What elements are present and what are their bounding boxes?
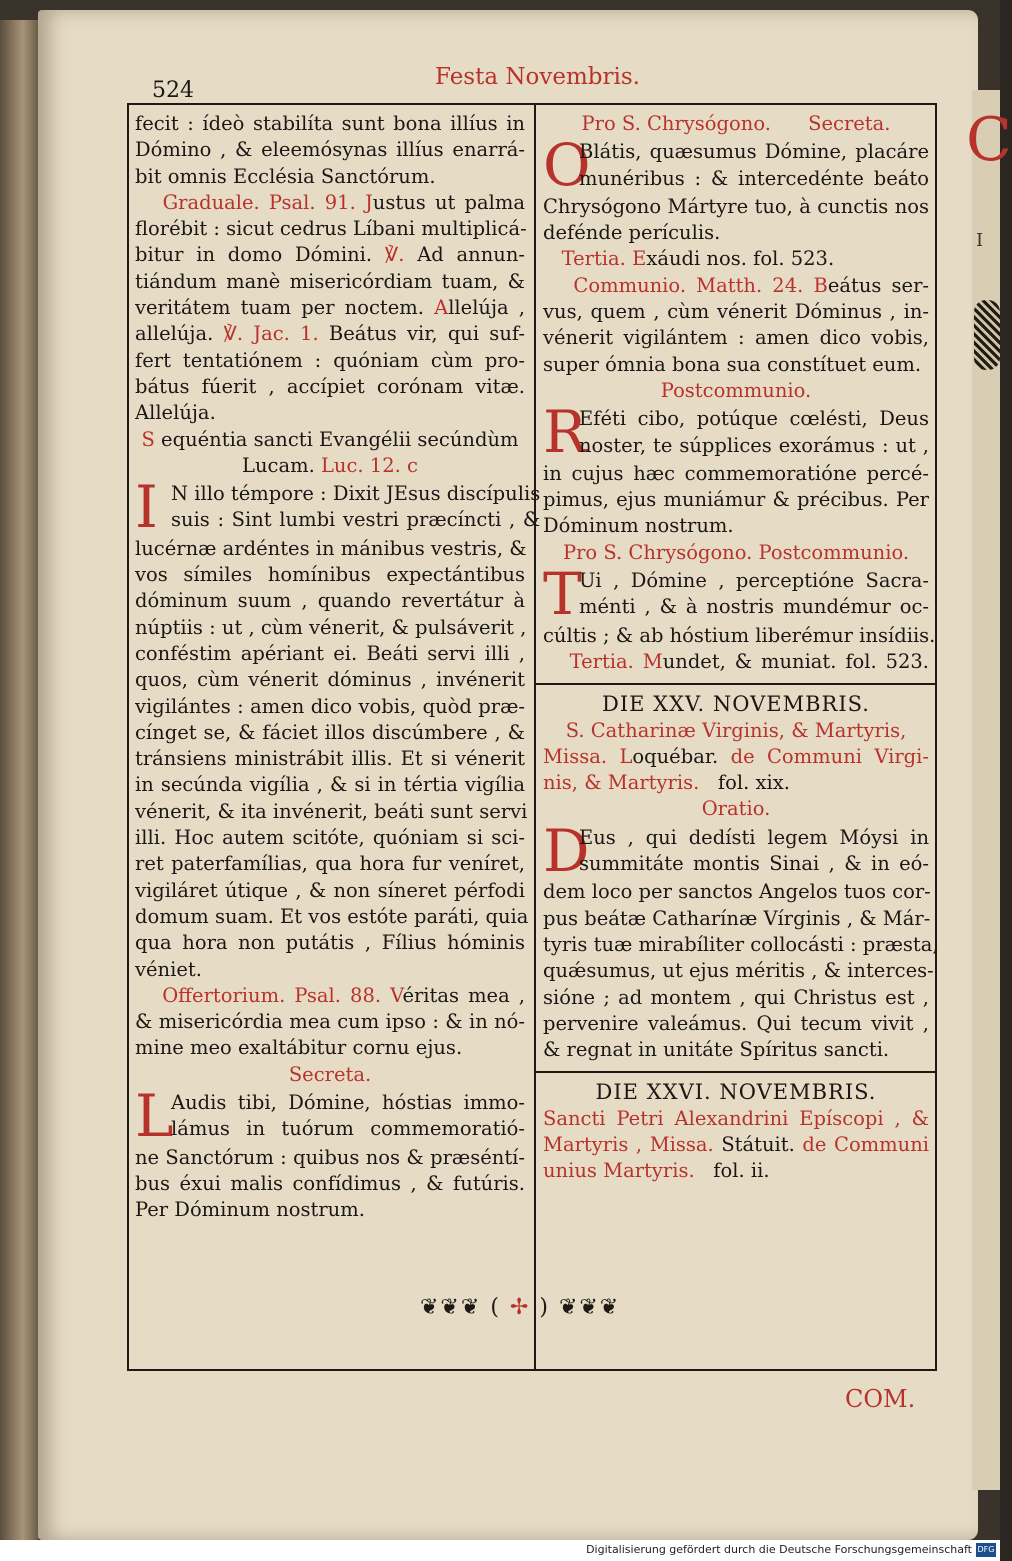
text-line: ret paterfamílias, qua hora fur veníret,: [135, 852, 525, 876]
secreta-heading: Pro S. Chrysógono. Secreta.: [581, 112, 891, 135]
next-page-fragment: I: [976, 230, 984, 251]
catchword: COM.: [845, 1385, 916, 1413]
text-line: lámus in tuórum commemoratió-: [171, 1117, 525, 1141]
offertory-label: Offertorium. Psal. 88.: [162, 983, 382, 1007]
gradual-label: Graduale. Psal. 91.: [162, 190, 356, 214]
feast-line: nis, & Martyris. fol. xix.: [543, 771, 790, 795]
tailpiece-ornament: ❦❦❦ ( ✢ ) ❦❦❦: [420, 1295, 621, 1320]
text-line: ménti , & à nostris mundémur oc-: [579, 595, 929, 619]
text-line: suis : Sint lumbi vestri præcíncti , &: [171, 508, 541, 532]
oratio-heading: Oratio.: [701, 797, 771, 821]
text-line: domum suam. Et vos estóte paráti, quia: [135, 904, 529, 928]
rubric-initial: A: [434, 296, 449, 320]
text-line: in secúnda vigília , & si in tértia vigília: [135, 773, 525, 797]
cross-icon: ✢: [509, 1295, 531, 1320]
text-line: dem loco per sanctos Angelos tuos cor-: [543, 880, 931, 904]
rubric-initial: B: [813, 273, 828, 297]
text-line: vigiláret útique , & non síneret pérfodi: [135, 878, 525, 902]
rubric-initial: E: [632, 247, 647, 271]
text-line: conféstim apériant ei. Beáti servi illi ,: [135, 641, 525, 665]
text-line: tránsiens ministrábit illis. Et si vénerit: [135, 747, 525, 771]
postcommunio-heading-2: Pro S. Chrysógono. Postcommunio.: [562, 540, 910, 564]
drop-cap: O: [543, 131, 591, 200]
text-line: véniet.: [135, 957, 202, 981]
text-line: Eféti cibo, potúque cœlésti, Deus: [579, 407, 929, 431]
secreta-paragraph: [135, 1081, 525, 1150]
rubric-initial: L: [619, 744, 633, 768]
oblatis-paragraph: [543, 131, 929, 200]
text-line: Dómino , & eleemósynas illíus enarrá-: [135, 138, 525, 162]
text-line: fert tentatiónem : quóniam cùm pro-: [135, 348, 525, 372]
column-divider: [534, 105, 536, 1369]
text-line: & misericórdia mea cum ipso : & in nó-: [135, 1010, 525, 1034]
feast-line: Missa. Loquébar. de Communi Virgi-: [543, 744, 929, 768]
text-line: Blátis, quæsumus Dómine, placáre: [579, 140, 929, 164]
day-heading-25: DIE XXV. NOVEMBRIS.: [602, 692, 870, 717]
feast-line: unius Martyris. fol. ii.: [543, 1159, 770, 1183]
rubric-initial: V: [390, 983, 403, 1007]
text-line: florébit : sicut cedrus Líbani multiplicá-: [135, 217, 527, 241]
text-line: ne Sanctórum : quibus nos & præséntí-: [135, 1145, 525, 1169]
text-line: vénerit, & ita invénerit, beáti sunt servi: [135, 799, 528, 823]
text-line: Eus , qui dedísti legem Móysi in: [579, 825, 929, 849]
text-line: summitáte montis Sinai , & in eó-: [579, 852, 929, 876]
text-line: N illo témpore : Dixit JEsus discípulis: [171, 482, 541, 506]
text-frame: [127, 103, 937, 1371]
text-line: vénerit vigilántem : amen dico vobis,: [543, 326, 929, 350]
text-line: veritátem tuam per noctem. Allelúja ,: [135, 296, 525, 320]
text-line: vigilántes : amen dico vobis, quòd præ-: [135, 694, 525, 718]
day-heading-26: DIE XXVI. NOVEMBRIS.: [595, 1080, 877, 1105]
tertia-line-2: Tertia. Mundet, & muniat. fol. 523.: [569, 649, 929, 673]
text-line: in cujus hæc commemoratióne percé-: [543, 461, 929, 485]
drop-cap: L: [135, 1081, 174, 1150]
text-line: pervenire valeámus. Qui tecum vivit ,: [543, 1011, 929, 1035]
footer-credit: Digitalisierung gefördert durch die Deutsche Forschungsgemeinschaft: [586, 1543, 972, 1556]
text-line: bitur in domo Dómini. ℣. Ad annun-: [135, 243, 526, 267]
text-line: super ómnia bona sua constítuet eum.: [543, 352, 922, 376]
text-line: cúltis ; & ab hóstium liberémur insídiis.: [543, 623, 936, 647]
fleuron-icon: ❦❦❦: [558, 1295, 621, 1320]
next-page-woodcut: [974, 300, 1000, 370]
next-page-edge: [966, 90, 1012, 1490]
rubric-initial: M: [642, 649, 663, 673]
secreta-heading: Secreta.: [288, 1062, 372, 1086]
feast-title: Sancti Petri Alexandrini Epíscopi , &: [543, 1106, 929, 1130]
text-line: noster, te súpplices exorámus : ut ,: [579, 433, 929, 457]
text-line: bátus fúerit , accípiet corónam vitæ.: [135, 374, 525, 398]
text-line: fecit : ídeò stabilíta sunt bona illíus in: [135, 112, 525, 135]
dfg-logo-icon: DFG: [976, 1543, 996, 1557]
refecti-paragraph: [543, 398, 929, 467]
offertory-line: Offertorium. Psal. 88. Véritas mea ,: [162, 983, 525, 1007]
text-line: Dóminum nostrum.: [543, 514, 734, 538]
sequence-heading-2: Lucam. Luc. 12. c: [242, 453, 418, 477]
deus-paragraph: [543, 816, 929, 885]
tui-paragraph: [543, 560, 929, 629]
drop-cap: T: [543, 560, 582, 629]
section-rule: [535, 1071, 937, 1073]
text-line: dóminum suum , quando revertátur à: [135, 589, 525, 613]
text-line: Allelúja.: [135, 401, 216, 425]
left-column: [135, 111, 541, 1223]
rubric-initial: S: [141, 427, 155, 451]
communio-label: Communio. Matth. 24.: [573, 273, 804, 297]
previous-page-edge: [0, 20, 38, 1540]
page-number: 524: [152, 78, 194, 103]
sequence-heading: S equéntia sancti Evangélii secúndùm: [141, 427, 519, 451]
text-line: & regnat in unitáte Spíritus sancti.: [543, 1038, 890, 1062]
next-page-red-initial: C: [966, 105, 1012, 175]
running-head: Festa Novembris.: [435, 64, 640, 90]
text-line: Chrysógono Mártyre tuo, à cunctis nos: [543, 194, 929, 218]
right-column: [543, 111, 939, 1185]
text-line: tiándum manè misericórdiam tuam, &: [135, 269, 525, 293]
section-rule: [535, 683, 937, 685]
gospel-reference: Luc. 12. c: [320, 453, 418, 477]
text-line: bus éxui malis confídimus , & futúris.: [135, 1171, 525, 1195]
versicle-sign: ℣.: [384, 243, 405, 267]
text-line: illi. Hoc autem scitóte, quóniam si sci-: [135, 826, 525, 850]
rubric-initial: J: [364, 190, 373, 214]
text-line: munéribus : & intercedénte beáto: [579, 166, 929, 190]
gradual-line: Graduale. Psal. 91. Justus ut palma: [162, 190, 525, 214]
text-line: vus, quem , cùm vénerit Dóminus , in-: [543, 300, 929, 324]
tertia-line: Tertia. Exáudi nos. fol. 523.: [561, 247, 835, 271]
footer-bar: [0, 1540, 1000, 1561]
text-line: Audis tibi, Dómine, hóstias immo-: [171, 1090, 525, 1114]
fleuron-icon: ❦❦❦: [420, 1295, 482, 1320]
gospel-paragraph: [135, 473, 541, 542]
text-line: allelúja. ℣. Jac. 1. Beátus vir, qui suf-: [135, 322, 525, 346]
communio-line: Communio. Matth. 24. Beátus ser-: [573, 273, 929, 297]
text-line: pus beátæ Catharínæ Vírginis , & Már-: [543, 906, 931, 930]
text-line: quos, cùm vénerit dóminus , invénerit: [135, 668, 525, 692]
text-line: Ui , Dómine , perceptióne Sacra-: [579, 569, 929, 593]
text-line: mine meo exaltábitur cornu ejus.: [135, 1036, 463, 1060]
text-line: defénde perículis.: [543, 221, 721, 245]
text-line: pimus, ejus muniámur & précibus. Per: [543, 488, 929, 512]
text-line: núptiis : ut , cùm vénerit, & pulsáverit ,: [135, 615, 527, 639]
feast-title: S. Catharinæ Virginis, & Martyris,: [565, 718, 907, 742]
drop-cap: I: [135, 473, 158, 542]
text-line: cínget se, & fáciet illos discúmbere , &: [135, 720, 525, 744]
text-line: vos símiles homínibus expectántibus: [135, 563, 525, 587]
versicle-sign: ℣. Jac. 1.: [223, 322, 319, 346]
drop-cap: R: [543, 398, 587, 467]
drop-cap: D: [543, 816, 590, 885]
text-line: Per Dóminum nostrum.: [135, 1198, 365, 1222]
text-line: quǽsumus, ut ejus méritis , & interces-: [543, 959, 934, 983]
text-line: sióne ; ad montem , qui Christus est ,: [543, 985, 929, 1009]
text-line: qua hora non putátis , Fílius hóminis: [135, 931, 525, 955]
feast-line: Martyris , Missa. Státuit. de Communi: [543, 1132, 930, 1156]
postcommunio-heading: Postcommunio.: [660, 378, 812, 402]
text-line: lucérnæ ardéntes in mánibus vestris, &: [135, 536, 527, 560]
text-line: tyris tuæ mirabíliter collocásti : præsta,: [543, 932, 939, 956]
text-line: bit omnis Ecclésia Sanctórum.: [135, 164, 436, 188]
